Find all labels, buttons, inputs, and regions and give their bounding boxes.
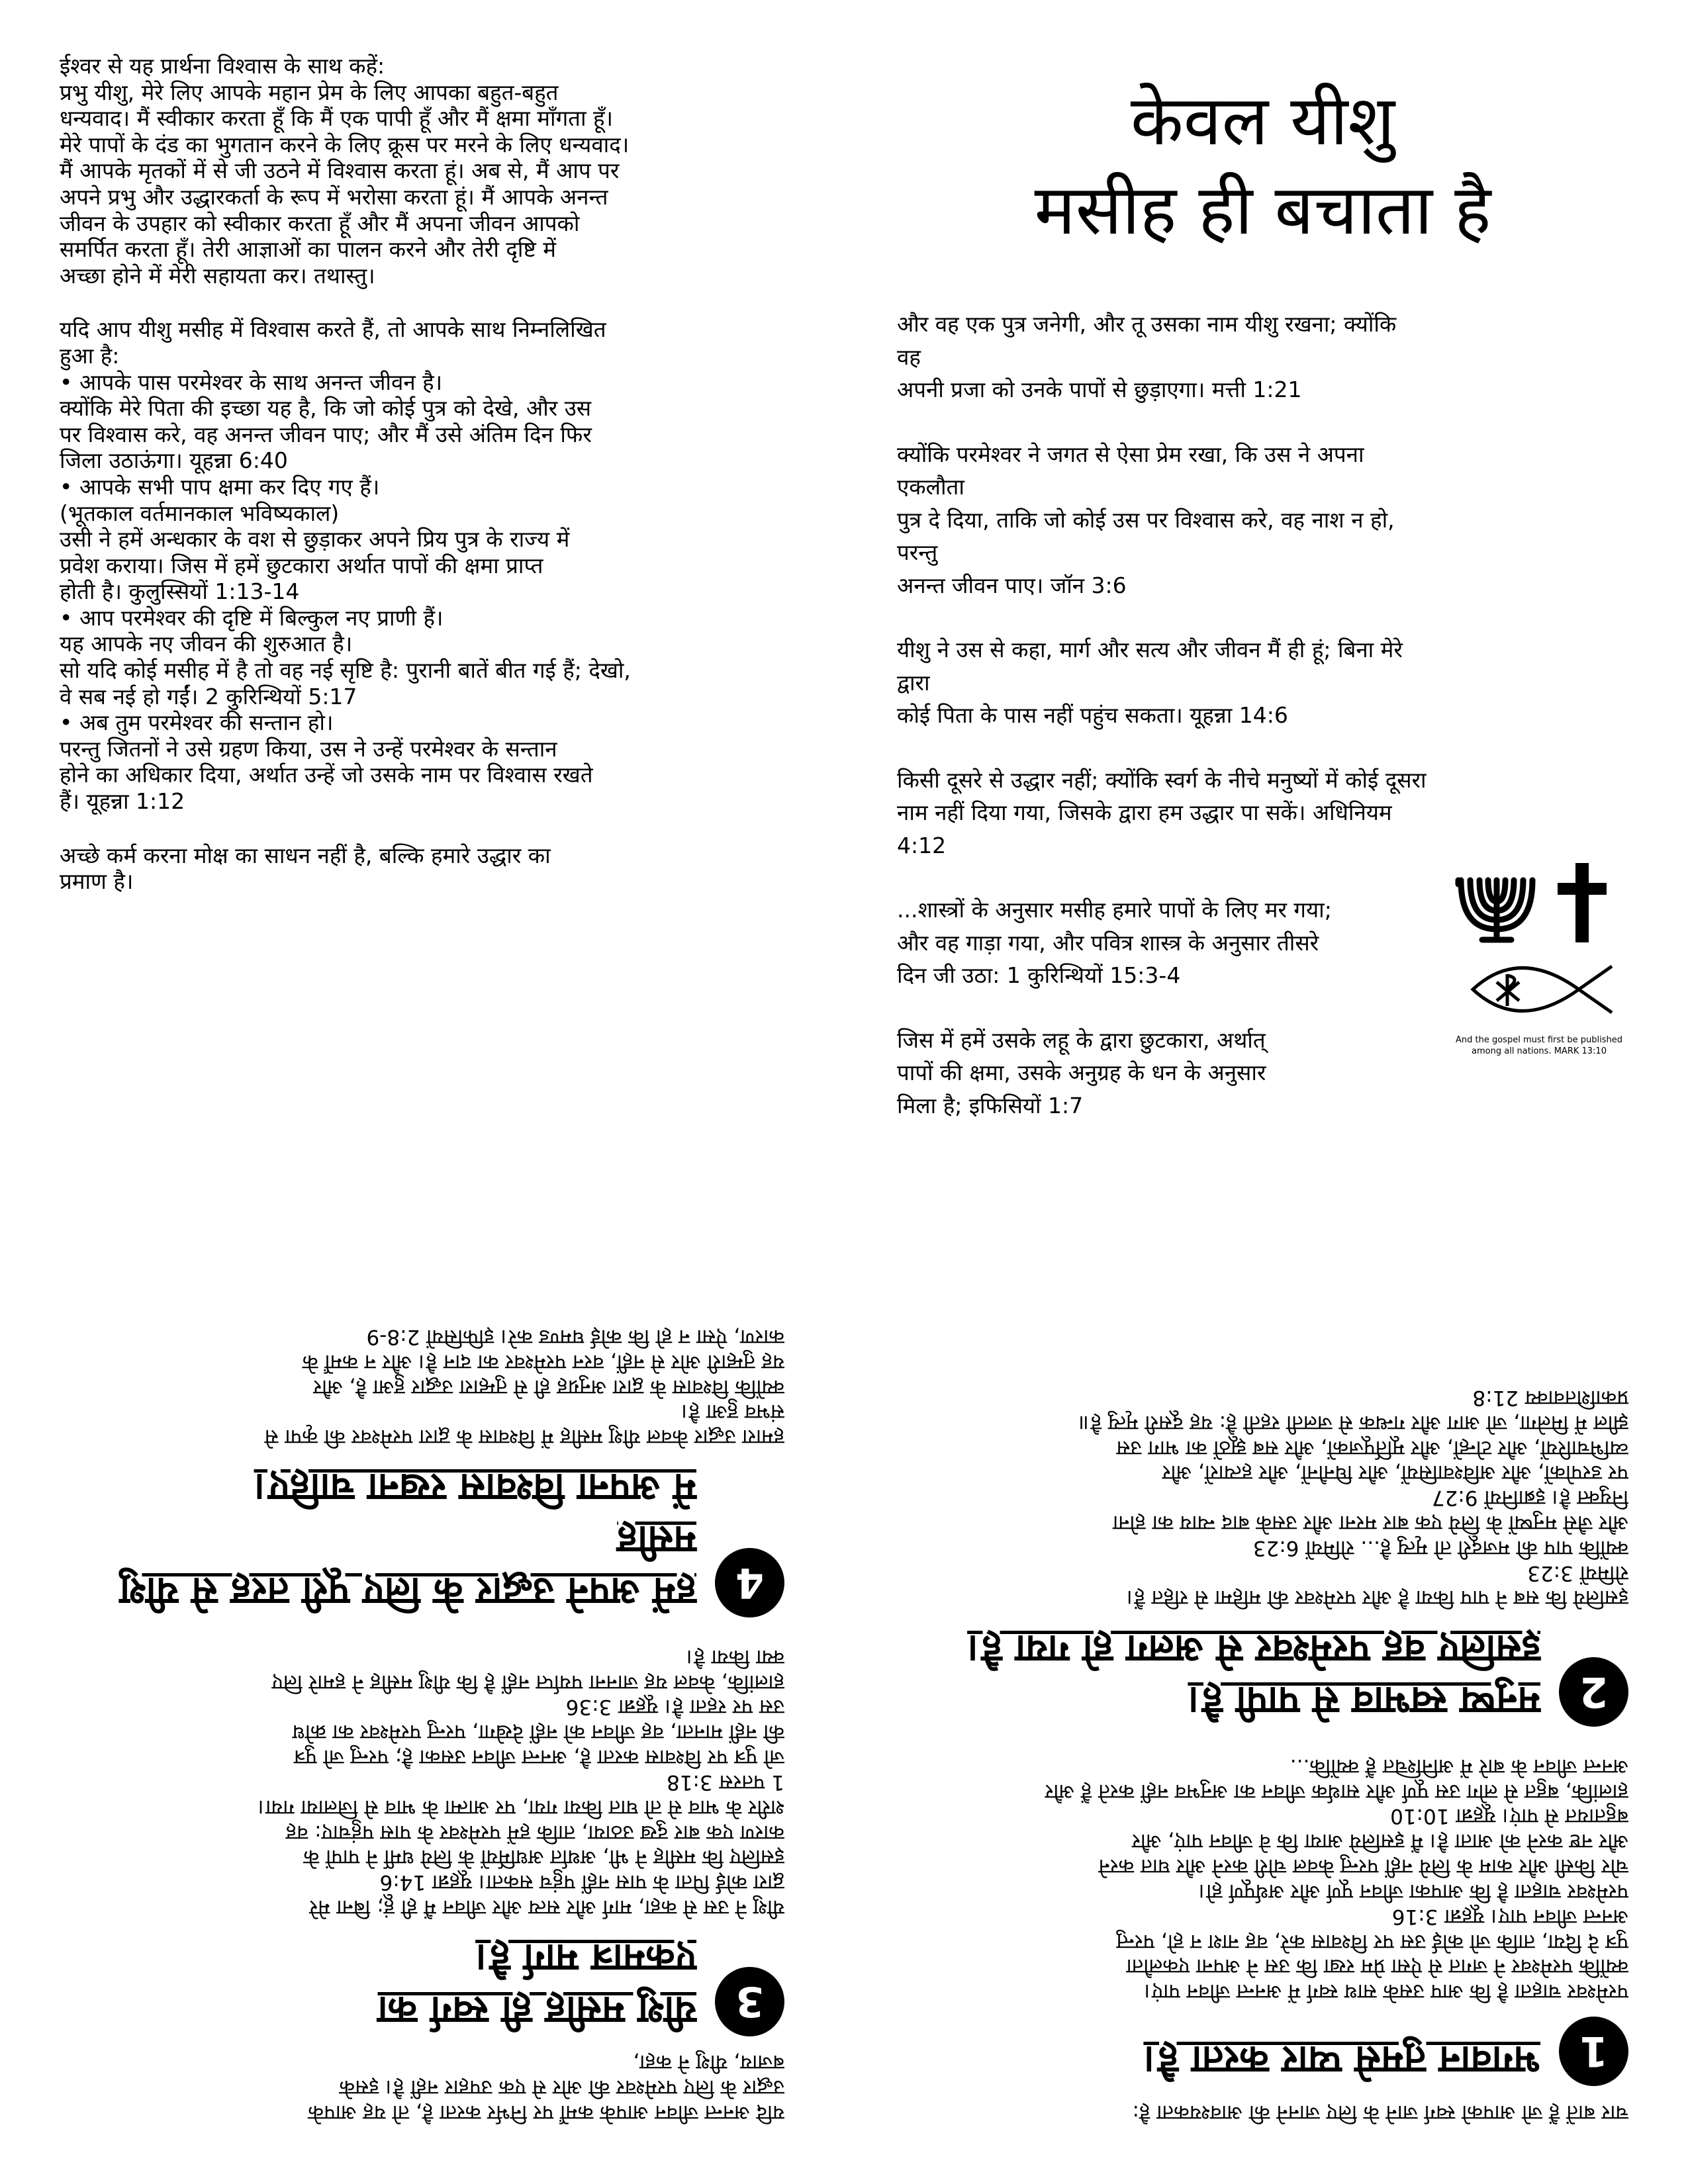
steps-3-4-panel: [0, 1092, 844, 2184]
step-4: [60, 1324, 784, 1617]
menorah-icon: [1458, 880, 1532, 940]
step-number-badge: 1: [1559, 2017, 1628, 2086]
step-title: मनुष्य स्वभाव से पापी है। इसलिए वह परमेश्वर से अलग हो गया है।: [967, 1626, 1540, 1724]
steps-1-2-panel: [844, 1092, 1688, 2184]
step-body: यीशु ने उस से कहा, मार्ग और सत्य और जीवन मैं ही हूं; बिना मेरे द्वारा कोई पिता के पास नहीं पहुंच सकता। यूहन्ना 14:6 इसलिए कि मसीह ने भी, अर्थात अधर्मियों के लिये धर्मी ने पापों के कारण एक बार दुख उठाया, ताकि हमें परमेश्वर के पास पहुंचाए: वह शरीर के भाव से तो घात किया गया, पर आत्मा के भाव से जिलाया गया। 1 पतरस 3:18 जो पुत्र पर विश्वास करता है, अनन्त जीवन उसका है; परन्तु जो पुत्र की नहीं मानता, वह जीवन को नहीं देखेगा, परन्तु परमेश्वर का क्रोध उस पर रहता है। यूहन्ना 3:36 हालांकि, केवल यह जानना पर्याप्त नहीं है कि यीशु मसीह ने हमारे लिए क्या किया है।: [258, 1645, 784, 1919]
salvation-results-text: यदि आप यीशु मसीह में विश्वास करते हैं, तो आपके साथ निम्नलिखित हुआ है: • आपके पास परमेश्वर के साथ अनन्त जीवन है। क्योंकि मेरे पिता की इच्छा यह है, कि जो कोई पुत्र को देखे, और उस पर विश्वास करे, वह अनन्त जीवन पाए; और मैं उसे अंतिम दिन फिर जिला उठाऊंगा। यूहन्ना 6:40 • आपके सभी पाप क्षमा कर दिए गए हैं। (भूतकाल वर्तमानकाल भविष्यकाल) उसी ने हमें अन्धकार के वश से छुड़ाकर अपने प्रिय पुत्र के राज्य में प्रवेश कराया। जिस में हमें छुटकारा अर्थात पापों की क्षमा प्राप्त होती है। कुलुस्सियों 1:13-14 • आप परमेश्वर की दृष्टि में बिल्कुल नए प्राणी हैं। यह आपके नए जीवन की शुरुआत है। सो यदि कोई मसीह में है तो वह नई सृष्टि है: पुरानी बातें बीत गई हैं; देखो, वे सब नई हो गईं। 2 कुरिन्थियों 5:17 • अब तुम परमेश्वर की सन्तान हो। परन्तु जितनों ने उसे ग्रहण किया, उस ने उन्हें परमेश्वर के सन्तान होने का अधिकार दिया, अर्थात उन्हें जो उसके नाम पर विश्वास रखते हैं। यूहन्ना 1:12: [60, 316, 631, 815]
step-number-badge: 4: [715, 1548, 784, 1617]
title-line-1: केवल यीशु: [1130, 80, 1395, 161]
cover-panel: [844, 0, 1688, 1118]
verse-acts: किसी दूसरे से उद्धार नहीं; क्योंकि स्वर्ग के नीचे मनुष्यों में कोई दूसरा नाम नहीं दिया गया, जिसके द्वारा हम उद्धार पा सकें। अधिनियम 4:12: [897, 766, 1427, 858]
symbols-caption: And the gospel must first be published among all nations. MARK 13:10: [1455, 1035, 1622, 1056]
step-body: इसलिये कि सब ने पाप किया है और परमेश्वर की महिमा से रहित हैं। रोमियों 3:23 क्योंकि पाप की मजदूरी तो मृत्यु है... रोमियों 6:23 और जैसे मनुष्यों के लिये एक बार मरना और उसके बाद न्याय का होना नियुक्त है। इब्रानियों 9:27 पर डरपोकों, और अविश्वासियों, और घिनौनों, और हत्यारों, और व्यभिचारियों, और टोन्हों, और मूर्तिपूजकों, और सब झूठों का भाग उस झील में मिलेगा, जो आग और गन्धक से जलती रहती है: यह दूसरी मृत्यु है॥ प्रकाशितवाक्य 21:8: [1078, 1385, 1628, 1610]
symbols-graphic: [1453, 854, 1625, 1026]
cross-icon: [1558, 863, 1607, 942]
step-1: [904, 1753, 1628, 2086]
good-works-note: अच्छे कर्म करना मोक्ष का साधन नहीं है, बल्कि हमारे उद्धार का प्रमाण है।: [60, 842, 551, 895]
verse-list: [897, 308, 1427, 1122]
step-body: हमारा उद्धार केवल यीशु मसीह में विश्वास के द्वारा परमेश्वर की कृपा से संभव हुआ है। क्योंकि विश्वास के द्वारा अनुग्रह ही से तुम्हारा उद्धार हुआ है, और यह तुम्हारी ओर से नहीं, वरन परमेश्वर का दान है। और न कर्मों के कारण, ऐसा न हो कि कोई घमण्ड करे। इफिसियों 2:8-9: [264, 1324, 784, 1449]
verse-corinthians: ...शास्त्रों के अनुसार मसीह हमारे पापों के लिए मर गया; और वह गाड़ा गया, और पवित्र शास्त्र के अनुसार तीसरे दिन जी उठा: 1 कुरिन्थियों 15:3-4: [897, 897, 1332, 989]
step-2: [904, 1385, 1628, 1727]
step-title: यीशु मसीह ही स्वर्ग का एकमात्र मार्ग है।: [377, 1936, 696, 2033]
verse-matthew: और वह एक पुत्र जनेगी, और तू उसका नाम यीशु रखना; क्योंकि वह अपनी प्रजा को उनके पापों से छुड़ाएगा। मत्ती 1:21: [897, 311, 1397, 403]
faith-symbols: [1453, 854, 1625, 1058]
verse-john-3: क्योंकि परमेश्वर ने जगत से ऐसा प्रेम रखा, कि उस ने अपना एकलौता पुत्र दे दिया, ताकि जो कोई उस पर विश्वास करे, वह नाश न हो, परन्तु अनन्त जीवन पाए। जॉन 3:6: [897, 441, 1395, 598]
steps-intro: चार बातें हैं जो आपको स्वर्ग जाने के लिए जानने की आवश्यकता है:: [1132, 2101, 1628, 2124]
step-body: परमेश्वर चाहता है कि आप उसके साथ स्वर्ग में अनन्त जीवन पाएं। क्योंकि परमेश्वर ने जगत से ऐसा प्रेम रखा कि उस ने अपना एकलौता पुत्र दे दिया, ताकि जो कोई उस पर विश्वास करे, वह नाश न हो, परन्तु अनन्त जीवन पाए। यूहन्ना 3:16 परमेश्वर चाहता है कि आपका जीवन पूर्ण और अर्थपूर्ण हो। चोर किसी और काम के लिये नहीं परन्तु केवल चोरी करने और घात करने और नष्ट करने को आता है। मैं इसलिये आया कि वे जीवन पाएं, और बहुतायत से पाएं। यूहन्ना 10:10 हालांकि, बहुत से लोग उस पूर्ण और सार्थक जीवन का अनुभव नहीं करते हैं और अनन्त जीवन के बारे में अनिश्चित हैं क्योंकि...: [1045, 1754, 1628, 2004]
step-3: [60, 1644, 784, 2036]
step-number-badge: 3: [715, 1967, 784, 2036]
step-number-badge: 2: [1559, 1657, 1628, 1727]
page-title: [897, 76, 1628, 255]
steps-3-intro: यदि अनन्त जीवन आपके कर्मों पर निर्भर करता है, तो यह आपके उद्धार के लिए परमेश्वर की ओर से एक उपहार नहीं है। इसके बजाय, यीशु ने कहा,: [308, 2050, 784, 2124]
step-title: हमें अपने उद्धार के लिए पूरी तरह से यीशु मसीह में अपना विश्वास रखना चाहिए।: [120, 1465, 696, 1615]
prayer-text: ईश्वर से यह प्रार्थना विश्वास के साथ कहें: प्रभु यीशु, मेरे लिए आपके महान प्रेम के लिए आपका बहुत-बहुत धन्यवाद। मैं स्वीकार करता हूँ कि मैं एक पापी हूँ और मैं क्षमा माँगता हूँ। मेरे पापों के दंड का भुगतान करने के लिए क्रूस पर मरने के लिए धन्यवाद। मैं आपके मृतकों में से जी उठने में विश्वास करता हूं। अब से, मैं आप पर अपने प्रभु और उद्धारकर्ता के रूप में भरोसा करता हूं। मैं आपके अनन्त जीवन के उपहार को स्वीकार करता हूँ और मैं अपना जीवन आपको समर्पित करता हूँ। तेरी आज्ञाओं का पालन करने और तेरी दृष्टि में अच्छा होने में मेरी सहायता कर। तथास्तु।: [60, 53, 630, 289]
verse-john-14: यीशु ने उस से कहा, मार्ग और सत्य और जीवन मैं ही हूं; बिना मेरे द्वारा कोई पिता के पास नहीं पहुंच सकता। यूहन्ना 14:6: [897, 637, 1403, 729]
ichthys-icon: [1473, 966, 1612, 1013]
step-title: भगवान तुमसे प्यार करता है।: [1143, 2038, 1540, 2083]
verse-ephesians: जिस में हमें उसके लहू के द्वारा छुटकारा, अर्थात् पापों की क्षमा, उसके अनुग्रह के धन के अनुसार मिला है; इफिसियों 1:7: [897, 1026, 1266, 1118]
prayer-panel: [0, 0, 844, 1092]
title-line-2: मसीह ही बचाता है: [1034, 169, 1491, 251]
